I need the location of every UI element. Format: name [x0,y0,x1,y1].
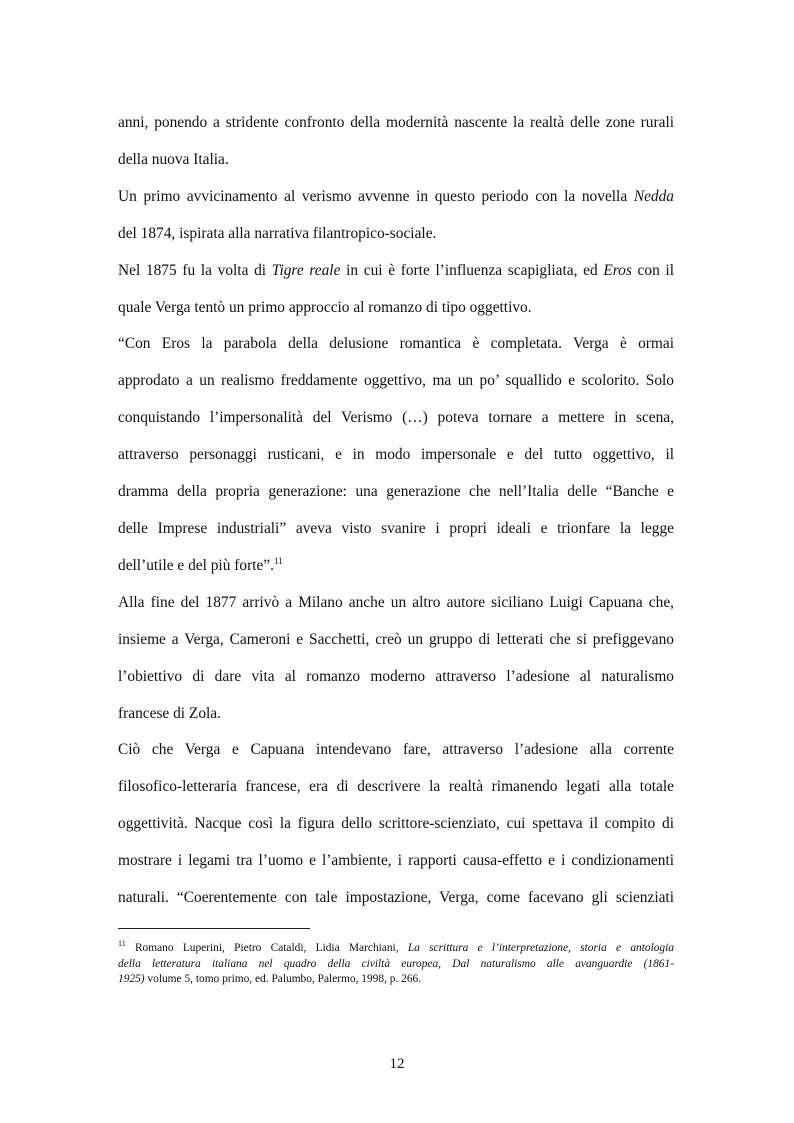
text-line [118,216,674,253]
text-line [118,769,674,806]
text-line [118,437,674,474]
text-line [118,585,674,622]
text-run: della nuova Italia. [118,150,229,168]
text-run: dell’utile e del più forte”. [118,556,274,574]
text-run: mostrare i legami tra l’uomo e l’ambiente, i rapporti causa-effetto e i condizionamenti [118,852,674,870]
footnote-separator [118,928,310,929]
text-line [118,972,674,988]
text-line [118,622,674,659]
text-line [118,179,674,216]
text-run: Romano Luperini, Pietro Cataldi, Lidia Marchiani, [125,942,408,954]
paragraph [118,105,674,179]
italic-title: 1925) [118,973,145,986]
italic-title: Nedda [633,187,674,205]
text-line [118,511,674,548]
text-run: approdato a un realismo freddamente oggettivo, ma un po’ squallido e scolorito. Solo [118,372,674,390]
text-line [118,363,674,400]
text-line [118,400,674,437]
text-run: Ciò che Verga e Capuana intendevano fare, attraverso l’adesione alla corrente [118,741,674,759]
paragraph [118,253,674,327]
text-line [118,941,674,957]
text-run: Alla fine del 1877 arrivò a Milano anche un altro autore siciliano Luigi Capuana che, [118,593,674,611]
paragraph [118,585,674,733]
text-run: quale Verga tentò un primo approccio al romanzo di tipo oggettivo. [118,298,532,316]
text-run: anni, ponendo a stridente confronto della modernità nascente la realtà delle zone rurali [118,114,674,131]
text-run: naturali. “Coerentemente con tale impostazione, Verga, come facevano gli scienziati [118,889,674,907]
text-run: con il [631,261,674,279]
footnote-reference: 11 [118,939,126,949]
text-line [118,696,674,733]
paragraph [118,732,674,917]
text-run: volume 5, tomo primo, ed. Palumbo, Palermo, 1998, p. 266. [144,973,422,986]
text-line [118,290,674,327]
paragraph [118,179,674,253]
text-run: del 1874, ispirata alla narrativa filantropico-sociale. [118,224,437,242]
text-run: oggettività. Nacque così la figura dello scrittore-scienziato, cui spettava il compito di [118,815,674,833]
text-run: dramma della propria generazione: una generazione che nell’Italia delle “Banche e [118,483,674,501]
text-line [118,142,674,179]
text-run: Nel 1875 fu la volta di [118,261,272,279]
text-run: filosofico-letteraria francese, era di descrivere la realtà rimanendo legati alla totale [118,778,674,796]
text-line [118,105,674,142]
text-line [118,659,674,696]
italic-title: della letteratura italiana nel quadro della civiltà europea, Dal naturalismo alle avanguardie (1861- [118,957,674,970]
text-line [118,732,674,769]
text-run: in cui è forte l’influenza scapigliata, ed [340,261,604,279]
italic-title: Eros [603,261,632,279]
text-line [118,474,674,511]
text-line [118,806,674,843]
text-run: francese di Zola. [118,704,221,722]
paragraph [118,326,674,584]
footnote [118,941,674,988]
page-number: 12 [389,1056,405,1072]
text-run: attraverso personaggi rusticani, e in modo impersonale e del tutto oggettivo, il [118,446,674,464]
text-run: “Con Eros la parabola della delusione romantica è completata. Verga è ormai [118,335,674,353]
text-run: delle Imprese industriali” aveva visto svanire i propri ideali e trionfare la legge [118,519,674,537]
body-text [118,105,674,917]
text-run: conquistando l’impersonalità del Verismo (…) poteva tornare a mettere in scena, [118,409,674,427]
italic-title: La scrittura e l’interpretazione, storia e antologia [407,942,674,954]
text-run: Un primo avvicinamento al verismo avvenne in questo periodo con la novella [118,187,634,205]
text-line [118,253,674,290]
text-run: l’obiettivo di dare vita al romanzo moderno attraverso l’adesione al naturalismo [118,667,674,685]
footnote-reference: 11 [273,555,283,566]
text-line [118,957,674,973]
text-line [118,843,674,880]
text-line [118,326,674,363]
italic-title: Tigre reale [271,261,341,279]
text-run: insieme a Verga, Cameroni e Sacchetti, creò un gruppo di letterati che si prefiggevano [118,630,674,648]
text-line [118,548,674,585]
text-line [118,880,674,917]
